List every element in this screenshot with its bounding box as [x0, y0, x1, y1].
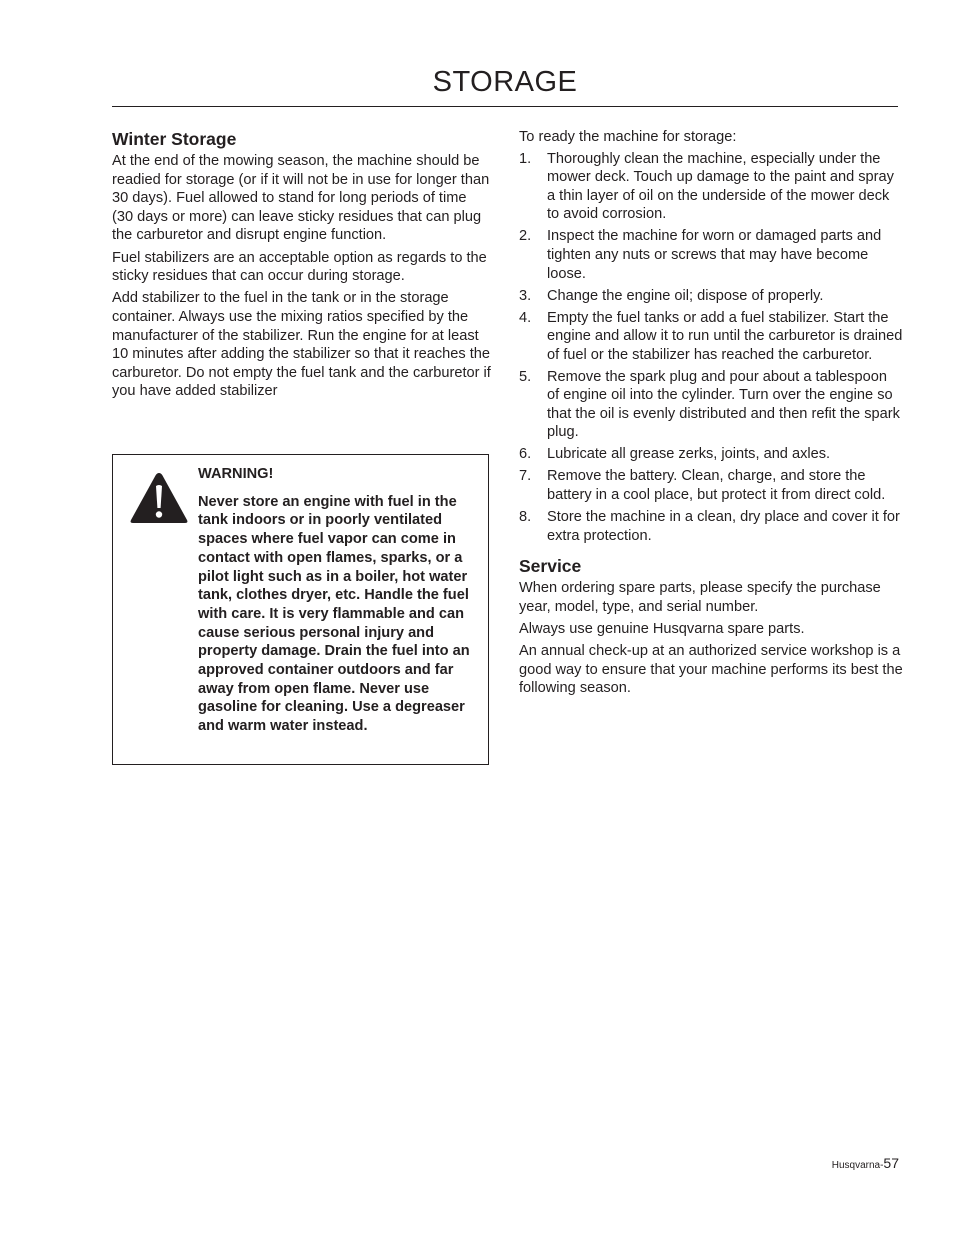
warning-body: Never store an engine with fuel in the tank indoors or in poorly ventilated spaces where fuel vapor can come in contact with open flames, sparks, or a pilot light such as in a boiler, hot water tank, clothes dryer, etc. Handle the fuel with care. It is very flammable and can cause serious personal injury and property damage. Drain the fuel into an approved container outdoors and far away from open flame. Never use gasoline for cleaning. Use a degreaser and warm water instead.	[198, 493, 470, 735]
title-divider	[112, 106, 898, 107]
right-column	[519, 128, 903, 702]
winter-storage-paragraph: Add stabilizer to the fuel in the tank or in the storage container. Always use the mixing ratios specified by the manufacturer of the stabilizer. Run the engine for at least 10 minutes after adding the stabilizer so that it reaches the carburetor. Do not empty the fuel tank and the carburetor if you have added stabilizer	[112, 290, 491, 400]
storage-steps-list	[519, 150, 903, 546]
service-paragraph: Always use genuine Husqvarna spare parts.	[519, 620, 805, 637]
service-paragraph: An annual check-up at an authorized service workshop is a good way to ensure that your machine performs its best the following season.	[519, 643, 903, 697]
list-item-number: 1.	[519, 150, 532, 167]
list-item-text: Empty the fuel tanks or add a fuel stabilizer. Start the engine and allow it to run until the carburetor is drained of fuel or the stabilizer has reached the carburetor.	[547, 309, 903, 363]
list-item-text: Inspect the machine for worn or damaged parts and tighten any nuts or screws that may have become loose.	[547, 228, 882, 282]
service-section	[519, 555, 903, 698]
list-item	[519, 150, 903, 224]
warning-triangle-icon	[129, 471, 189, 525]
list-item-text: Store the machine in a clean, dry place and cover it for extra protection.	[547, 509, 900, 544]
service-paragraph: When ordering spare parts, please specify the purchase year, model, type, and serial number.	[519, 580, 881, 615]
list-item	[519, 287, 903, 306]
list-item-number: 4.	[519, 309, 532, 326]
winter-storage-heading: Winter Storage	[112, 129, 237, 149]
list-item-number: 5.	[519, 368, 532, 385]
list-item-text: Thoroughly clean the machine, especially under the mower deck. Touch up damage to the paint and spray a thin layer of oil on the underside of the mower deck to avoid corrosion.	[547, 150, 894, 223]
left-column	[112, 128, 491, 405]
list-item-text: Remove the battery. Clean, charge, and store the battery in a cool place, but protect it from direct cold.	[547, 468, 886, 504]
page-footer	[832, 1155, 899, 1173]
list-item	[519, 309, 903, 365]
list-item	[519, 508, 903, 545]
list-item-number: 2.	[519, 228, 532, 245]
footer-brand: Husqvarna-	[831, 1160, 884, 1171]
list-item-number: 6.	[519, 446, 532, 463]
service-heading: Service	[519, 556, 582, 577]
list-item-text: Remove the spark plug and pour about a tablespoon of engine oil into the cylinder. Turn over the engine so that the oil is evenly distributed and then refit the spark plug.	[547, 368, 900, 441]
list-item-number: 8.	[519, 509, 532, 526]
list-item-number: 7.	[519, 468, 532, 485]
list-item	[519, 445, 903, 464]
list-item	[519, 368, 903, 442]
list-item-text: Lubricate all grease zerks, joints, and axles.	[547, 446, 831, 463]
list-item-text: Change the engine oil; dispose of properly.	[547, 287, 824, 304]
list-item	[519, 467, 903, 504]
list-item	[519, 227, 903, 283]
steps-intro: To ready the machine for storage:	[519, 129, 737, 145]
winter-storage-paragraph: Fuel stabilizers are an acceptable option as regards to the sticky residues that can occur during storage.	[112, 249, 487, 285]
warning-box	[112, 454, 489, 765]
page-title: STORAGE	[432, 66, 578, 98]
warning-text	[198, 465, 483, 736]
winter-storage-paragraph: At the end of the mowing season, the machine should be readied for storage (or if it will not be in use for longer than 30 days). Fuel allowed to stand for long periods of time (30 days or more) can leave sticky residues that can plug the carburetor and disrupt engine function.	[112, 153, 490, 244]
page-number: 57	[883, 1155, 899, 1171]
warning-heading: WARNING!	[198, 466, 274, 482]
list-item-number: 3.	[519, 287, 532, 304]
